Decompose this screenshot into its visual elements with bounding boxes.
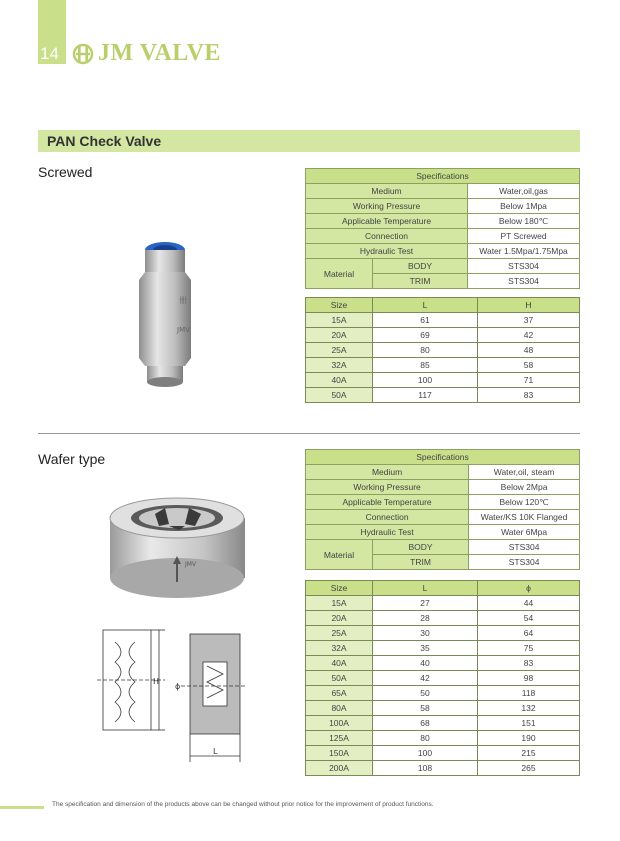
body-label: BODY	[373, 540, 469, 555]
size-cell: 65A	[306, 686, 373, 701]
size-cell: 80A	[306, 701, 373, 716]
spec-value: Below 2Mpa	[469, 480, 580, 495]
h-cell: 71	[478, 373, 580, 388]
l-cell: 69	[373, 328, 478, 343]
table-row	[306, 358, 580, 373]
l-cell: 35	[373, 641, 478, 656]
body-label: BODY	[373, 259, 468, 274]
l-cell: 80	[373, 731, 478, 746]
l-cell: 28	[373, 611, 478, 626]
table-row	[306, 388, 580, 403]
table-row	[306, 373, 580, 388]
dims-header: L	[373, 298, 478, 313]
table-row	[306, 716, 580, 731]
svg-text:L: L	[213, 747, 218, 756]
l-cell: 58	[373, 701, 478, 716]
jm-logo-icon	[72, 43, 94, 65]
dims-header: Size	[306, 581, 373, 596]
page-number: 14	[40, 44, 59, 63]
l-cell: 100	[373, 746, 478, 761]
table-row	[306, 596, 580, 611]
body-value: STS304	[468, 259, 580, 274]
l-cell: 108	[373, 761, 478, 776]
table-row	[306, 611, 580, 626]
size-cell: 100A	[306, 716, 373, 731]
l-cell: 117	[373, 388, 478, 403]
size-cell: 40A	[306, 656, 373, 671]
dims-header: L	[373, 581, 478, 596]
l-cell: 40	[373, 656, 478, 671]
diameter-cell: 83	[478, 656, 580, 671]
wafer-cross-section-drawing	[95, 622, 255, 767]
diameter-cell: 151	[478, 716, 580, 731]
spec-value: Below 120℃	[469, 495, 580, 510]
diameter-cell: 118	[478, 686, 580, 701]
screwed-dims-table	[305, 297, 580, 403]
table-row	[306, 701, 580, 716]
size-cell: 20A	[306, 611, 373, 626]
l-cell: 85	[373, 358, 478, 373]
wafer-spec-table	[305, 449, 580, 570]
size-cell: 50A	[306, 671, 373, 686]
spec-label: Working Pressure	[306, 480, 469, 495]
l-cell: 68	[373, 716, 478, 731]
section-label-wafer: Wafer type	[38, 451, 106, 467]
table-row	[306, 626, 580, 641]
l-cell: 61	[373, 313, 478, 328]
spec-label: Medium	[306, 184, 468, 199]
l-cell: 30	[373, 626, 478, 641]
spec-value: Water/KS 10K Flanged	[469, 510, 580, 525]
material-label: Material	[306, 259, 373, 289]
table-row	[306, 656, 580, 671]
svg-text:JMV: JMV	[185, 561, 197, 568]
brand-logo	[72, 40, 221, 67]
dims-header: Size	[306, 298, 373, 313]
table-row	[306, 686, 580, 701]
l-cell: 42	[373, 671, 478, 686]
table-row	[306, 641, 580, 656]
spec-label: Hydraulic Test	[306, 525, 469, 540]
spec-label: Applicable Temperature	[306, 495, 469, 510]
h-cell: 48	[478, 343, 580, 358]
svg-text:H: H	[153, 677, 160, 686]
table-row	[306, 328, 580, 343]
spec-header: Specifications	[306, 450, 580, 465]
h-cell: 37	[478, 313, 580, 328]
h-cell: 58	[478, 358, 580, 373]
screwed-spec-table	[305, 168, 580, 289]
svg-text:卌: 卌	[179, 296, 187, 305]
trim-value: STS304	[469, 555, 580, 570]
size-cell: 25A	[306, 626, 373, 641]
spec-value: Water,oil,gas	[468, 184, 580, 199]
l-cell: 50	[373, 686, 478, 701]
size-cell: 125A	[306, 731, 373, 746]
l-cell: 100	[373, 373, 478, 388]
diameter-cell: 44	[478, 596, 580, 611]
wafer-dims-table	[305, 580, 580, 776]
table-row	[306, 746, 580, 761]
size-cell: 32A	[306, 358, 373, 373]
diameter-cell: 54	[478, 611, 580, 626]
size-cell: 25A	[306, 343, 373, 358]
brand-name: JM VALVE	[98, 40, 221, 66]
table-row	[306, 313, 580, 328]
size-cell: 50A	[306, 388, 373, 403]
size-cell: 40A	[306, 373, 373, 388]
size-cell: 15A	[306, 596, 373, 611]
spec-label: Connection	[306, 229, 468, 244]
dims-header: H	[478, 298, 580, 313]
svg-text:ϕ: ϕ	[175, 682, 181, 691]
footer-accent	[0, 806, 44, 809]
diameter-cell: 75	[478, 641, 580, 656]
spec-value: Water,oil, steam	[469, 465, 580, 480]
trim-value: STS304	[468, 274, 580, 289]
size-cell: 200A	[306, 761, 373, 776]
wafer-valve-image	[105, 496, 250, 601]
size-cell: 150A	[306, 746, 373, 761]
dims-header: ϕ	[478, 581, 580, 596]
diameter-cell: 190	[478, 731, 580, 746]
table-row	[306, 343, 580, 358]
spec-value: PT Screwed	[468, 229, 580, 244]
trim-label: TRIM	[373, 274, 468, 289]
spec-label: Hydraulic Test	[306, 244, 468, 259]
footer-note: The specification and dimension of the products above can be changed without prior notice for the improvement of product functions.	[52, 801, 434, 808]
diameter-cell: 98	[478, 671, 580, 686]
page-title: PAN Check Valve	[47, 133, 162, 149]
spec-header: Specifications	[306, 169, 580, 184]
svg-text:JMV: JMV	[177, 326, 190, 334]
spec-value: Water 1.5Mpa/1.75Mpa	[468, 244, 580, 259]
spec-value: Water 6Mpa	[469, 525, 580, 540]
size-cell: 32A	[306, 641, 373, 656]
spec-value: Below 180℃	[468, 214, 580, 229]
screwed-valve-image	[125, 238, 205, 388]
size-cell: 15A	[306, 313, 373, 328]
diameter-cell: 265	[478, 761, 580, 776]
material-label: Material	[306, 540, 373, 570]
trim-label: TRIM	[373, 555, 469, 570]
spec-value: Below 1Mpa	[468, 199, 580, 214]
table-row	[306, 671, 580, 686]
spec-label: Applicable Temperature	[306, 214, 468, 229]
l-cell: 80	[373, 343, 478, 358]
diameter-cell: 215	[478, 746, 580, 761]
spec-label: Working Pressure	[306, 199, 468, 214]
table-row	[306, 731, 580, 746]
spec-label: Medium	[306, 465, 469, 480]
spec-label: Connection	[306, 510, 469, 525]
diameter-cell: 64	[478, 626, 580, 641]
size-cell: 20A	[306, 328, 373, 343]
h-cell: 42	[478, 328, 580, 343]
table-row	[306, 761, 580, 776]
h-cell: 83	[478, 388, 580, 403]
section-label-screwed: Screwed	[38, 164, 93, 180]
diameter-cell: 132	[478, 701, 580, 716]
section-divider	[38, 433, 580, 434]
body-value: STS304	[469, 540, 580, 555]
l-cell: 27	[373, 596, 478, 611]
